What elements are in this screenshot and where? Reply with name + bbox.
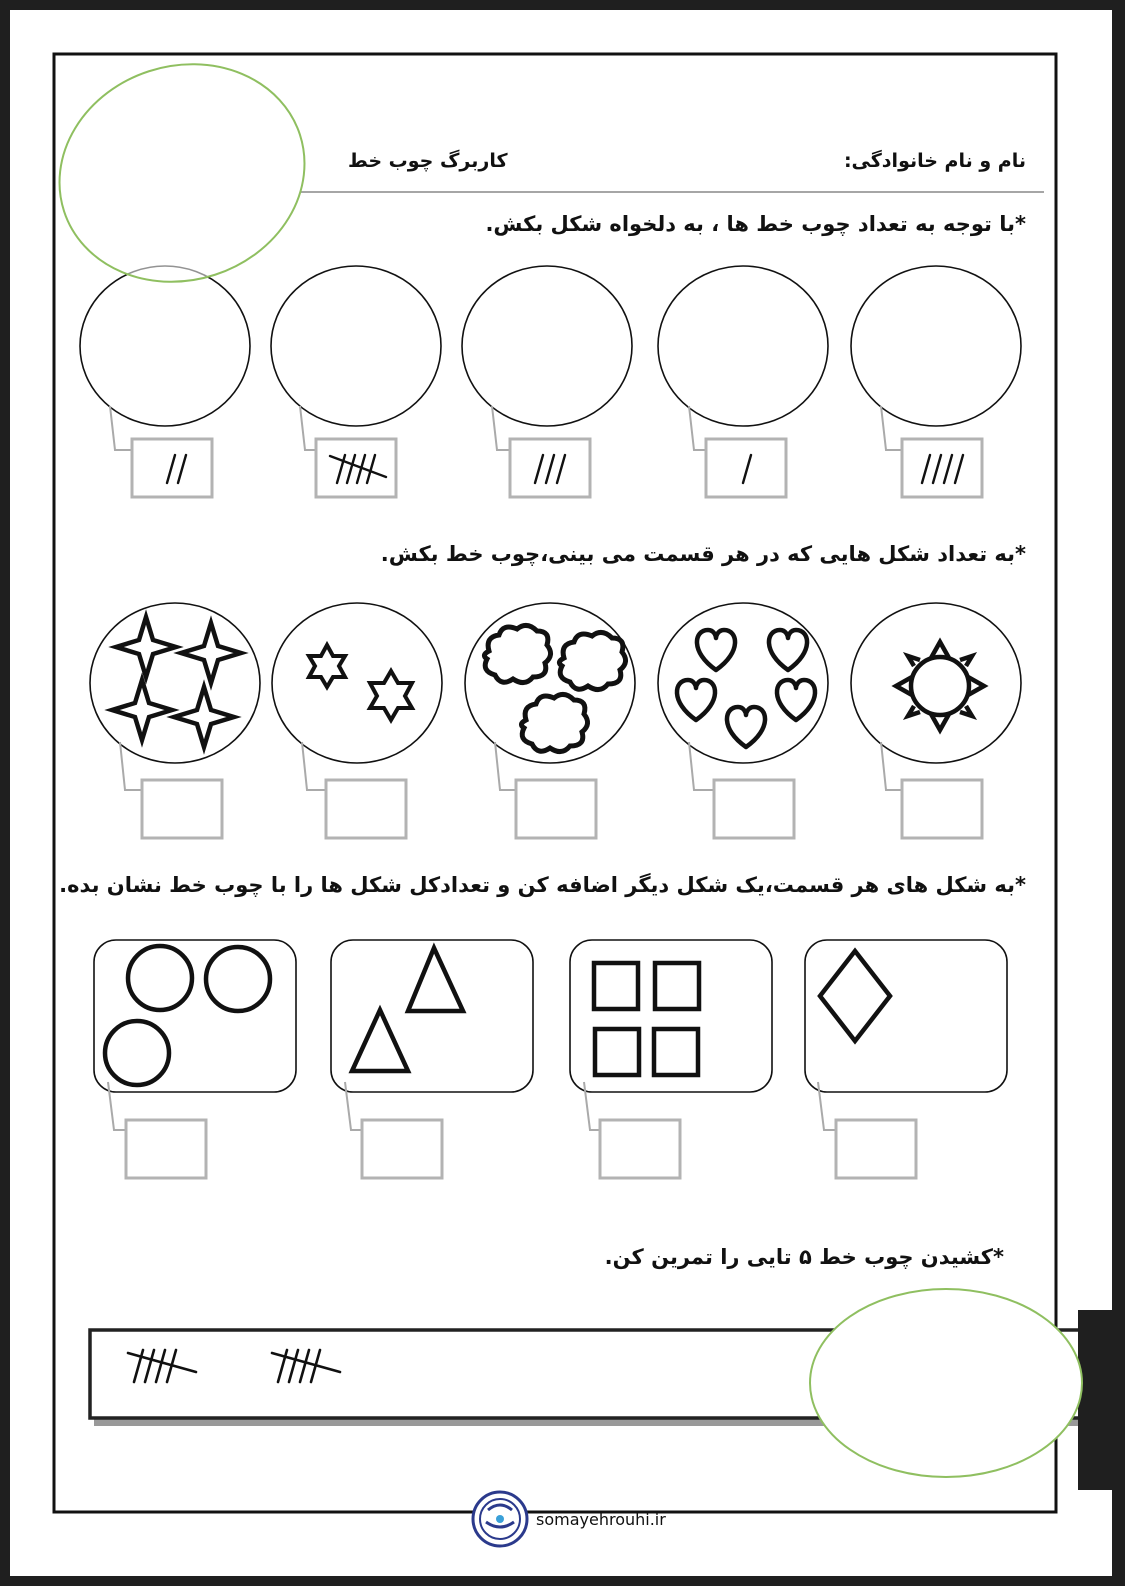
heart-icon — [727, 707, 765, 747]
drawing-circle — [462, 266, 632, 426]
cloud-icon — [484, 625, 550, 682]
worksheet-page — [10, 10, 1112, 1576]
four-point-star-icon — [112, 680, 172, 740]
site-logo-icon — [473, 1492, 527, 1546]
tally-four-icon — [922, 455, 963, 483]
section1-circles — [80, 266, 1021, 426]
square-icon — [655, 963, 699, 1009]
square-icon — [594, 963, 638, 1009]
circle-icon — [105, 1021, 169, 1085]
drawing-circle — [851, 266, 1021, 426]
page-edge-cover — [1078, 1310, 1112, 1490]
hearts — [677, 630, 815, 747]
four-point-stars — [112, 617, 241, 747]
drawing-circle — [271, 266, 441, 426]
worksheet-artwork — [10, 10, 1112, 1576]
section2-circles — [90, 603, 1021, 763]
diamond-icon — [820, 951, 890, 1041]
square-icon — [595, 1029, 639, 1075]
clouds — [484, 625, 625, 751]
heart-icon — [697, 630, 735, 670]
section3-frames — [94, 940, 1007, 1092]
star-of-david-icon — [370, 671, 412, 720]
cloud-icon — [559, 632, 625, 689]
square-icon — [654, 1029, 698, 1075]
section2-instruction: *به تعداد شکل هایی که در هر قسمت می بینی،چوب خط بکش. — [380, 542, 1026, 566]
name-label: نام و نام خانوادگی: — [843, 150, 1026, 172]
section3-answer-boxes — [126, 1120, 916, 1178]
section2-answer-boxes — [142, 780, 982, 838]
section2-connectors — [120, 742, 902, 790]
tally-one-icon — [743, 455, 751, 483]
tally-five-icon — [330, 455, 386, 483]
drawing-circle — [80, 266, 250, 426]
four-point-star-icon — [181, 623, 241, 683]
heart-icon — [769, 630, 807, 670]
worksheet-title: کاربرگ چوب خط — [348, 150, 508, 172]
four-point-star-icon — [174, 687, 234, 747]
section3-connectors — [108, 1082, 836, 1130]
triangle-icon — [352, 1010, 408, 1071]
circle-icon — [128, 946, 192, 1010]
green-oval-top — [31, 33, 333, 313]
cloud-icon — [521, 694, 587, 751]
tally-three-icon — [535, 455, 565, 483]
triangle-icon — [408, 948, 463, 1011]
site-url[interactable]: somayehrouhi.ir — [536, 1510, 666, 1529]
section1-instruction: *با توجه به تعداد چوب خط ها ، به دلخواه شکل بکش. — [485, 212, 1026, 236]
star-of-david-icon — [309, 645, 345, 687]
section1-connectors — [110, 406, 902, 450]
heart-icon — [777, 680, 815, 720]
section4-instruction: *کشیدن چوب خط ۵ تایی را تمرین کن. — [604, 1245, 1004, 1269]
drawing-circle — [658, 266, 828, 426]
tally-two-icon — [167, 455, 186, 483]
section1-tally-marks — [167, 455, 963, 483]
circle-icon — [206, 947, 270, 1011]
sun-icon — [896, 642, 984, 730]
heart-icon — [677, 680, 715, 720]
section1-answer-boxes — [132, 439, 982, 497]
green-oval-bottom — [810, 1289, 1082, 1477]
four-point-star-icon — [116, 617, 176, 677]
six-point-stars — [309, 645, 412, 720]
section3-instruction: *به شکل های هر قسمت،یک شکل دیگر اضافه کن و تعدادکل شکل ها را با چوب خط نشان بده. — [59, 873, 1026, 897]
